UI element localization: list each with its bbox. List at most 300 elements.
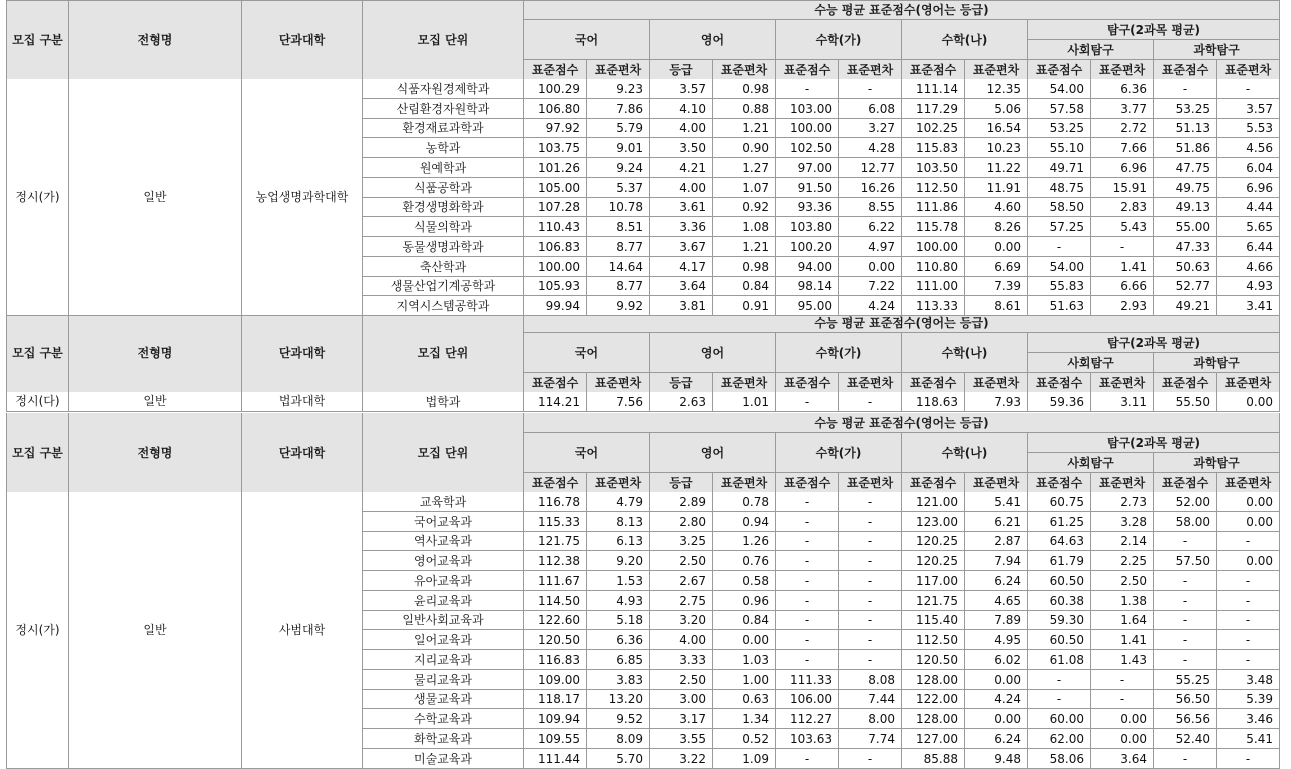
score-cell[interactable]: 6.24	[965, 729, 1028, 749]
score-cell[interactable]: -	[1217, 532, 1280, 551]
score-cell[interactable]: 0.96	[713, 591, 776, 611]
score-cell[interactable]: 2.14	[1091, 532, 1154, 551]
score-cell[interactable]: 116.78	[524, 492, 587, 512]
score-cell[interactable]: 3.57	[1217, 99, 1280, 119]
score-cell[interactable]: 3.25	[650, 532, 713, 551]
score-cell[interactable]: -	[1154, 611, 1217, 630]
score-cell[interactable]: 2.87	[965, 532, 1028, 551]
score-cell[interactable]: 120.50	[524, 630, 587, 650]
unit-cell[interactable]: 농학과	[363, 138, 524, 158]
score-cell[interactable]: 6.21	[965, 512, 1028, 532]
score-cell[interactable]: 0.00	[1217, 512, 1280, 532]
score-cell[interactable]: 100.00	[902, 237, 965, 257]
score-cell[interactable]: 115.78	[902, 217, 965, 237]
score-cell[interactable]: 0.00	[1091, 709, 1154, 729]
score-cell[interactable]: -	[1217, 591, 1280, 611]
score-cell[interactable]: 6.36	[1091, 79, 1154, 99]
score-cell[interactable]: 1.53	[587, 571, 650, 591]
score-cell[interactable]: 10.78	[587, 198, 650, 217]
score-cell[interactable]: 2.75	[650, 591, 713, 611]
score-cell[interactable]: 110.80	[902, 257, 965, 277]
score-cell[interactable]: 12.35	[965, 79, 1028, 99]
unit-cell[interactable]: 교육학과	[363, 492, 524, 512]
score-cell[interactable]: 64.63	[1028, 532, 1091, 551]
score-cell[interactable]: 8.61	[965, 296, 1028, 316]
score-cell[interactable]: 121.75	[524, 532, 587, 551]
score-cell[interactable]: 51.86	[1154, 138, 1217, 158]
score-cell[interactable]: 93.36	[776, 198, 839, 217]
score-cell[interactable]: 7.44	[839, 690, 902, 709]
score-cell[interactable]: 5.43	[1091, 217, 1154, 237]
score-cell[interactable]: 3.22	[650, 749, 713, 769]
score-cell[interactable]: 0.00	[1091, 729, 1154, 749]
score-cell[interactable]: 4.44	[1217, 198, 1280, 217]
score-cell[interactable]: 0.76	[713, 551, 776, 571]
score-cell[interactable]: 109.55	[524, 729, 587, 749]
score-cell[interactable]: -	[776, 492, 839, 512]
score-cell[interactable]: 123.00	[902, 512, 965, 532]
score-cell[interactable]: 122.00	[902, 690, 965, 709]
score-cell[interactable]: 3.50	[650, 138, 713, 158]
score-cell[interactable]: 112.50	[902, 178, 965, 198]
unit-cell[interactable]: 물리교육과	[363, 670, 524, 690]
score-cell[interactable]: 2.83	[1091, 198, 1154, 217]
score-cell[interactable]: 6.02	[965, 650, 1028, 670]
score-cell[interactable]: 115.40	[902, 611, 965, 630]
score-cell[interactable]: 16.26	[839, 178, 902, 198]
score-cell[interactable]: 112.27	[776, 709, 839, 729]
score-cell[interactable]: -	[776, 392, 839, 412]
score-cell[interactable]: -	[839, 630, 902, 650]
score-cell[interactable]: 2.67	[650, 571, 713, 591]
score-cell[interactable]: 120.50	[902, 650, 965, 670]
score-cell[interactable]: 1.00	[713, 670, 776, 690]
score-cell[interactable]: -	[776, 79, 839, 99]
score-cell[interactable]: 4.56	[1217, 138, 1280, 158]
unit-cell[interactable]: 산림환경자원학과	[363, 99, 524, 119]
score-cell[interactable]: 1.34	[713, 709, 776, 729]
score-cell[interactable]: 8.51	[587, 217, 650, 237]
score-cell[interactable]: 2.73	[1091, 492, 1154, 512]
score-cell[interactable]: 8.08	[839, 670, 902, 690]
score-cell[interactable]: 0.00	[965, 670, 1028, 690]
score-cell[interactable]: 117.29	[902, 99, 965, 119]
score-cell[interactable]: 109.94	[524, 709, 587, 729]
score-cell[interactable]: 5.53	[1217, 119, 1280, 138]
score-cell[interactable]: 3.46	[1217, 709, 1280, 729]
score-cell[interactable]: 8.09	[587, 729, 650, 749]
score-cell[interactable]: 103.75	[524, 138, 587, 158]
score-cell[interactable]: 49.21	[1154, 296, 1217, 316]
score-cell[interactable]: 1.08	[713, 217, 776, 237]
score-cell[interactable]: 3.33	[650, 650, 713, 670]
score-cell[interactable]: 55.83	[1028, 277, 1091, 296]
score-cell[interactable]: 6.69	[965, 257, 1028, 277]
unit-cell[interactable]: 환경생명화학과	[363, 198, 524, 217]
score-cell[interactable]: 6.66	[1091, 277, 1154, 296]
score-cell[interactable]: -	[839, 650, 902, 670]
unit-cell[interactable]: 생물산업기계공학과	[363, 277, 524, 296]
score-cell[interactable]: 3.48	[1217, 670, 1280, 690]
score-cell[interactable]: -	[839, 611, 902, 630]
unit-cell[interactable]: 축산학과	[363, 257, 524, 277]
score-cell[interactable]: 49.75	[1154, 178, 1217, 198]
score-cell[interactable]: 2.50	[650, 551, 713, 571]
score-cell[interactable]: 9.01	[587, 138, 650, 158]
score-cell[interactable]: 2.50	[1091, 571, 1154, 591]
score-cell[interactable]: 3.28	[1091, 512, 1154, 532]
score-cell[interactable]: 6.44	[1217, 237, 1280, 257]
score-cell[interactable]: 15.91	[1091, 178, 1154, 198]
score-cell[interactable]: 48.75	[1028, 178, 1091, 198]
score-cell[interactable]: -	[839, 512, 902, 532]
score-cell[interactable]: 2.80	[650, 512, 713, 532]
score-cell[interactable]: 53.25	[1028, 119, 1091, 138]
score-cell[interactable]: 56.56	[1154, 709, 1217, 729]
score-cell[interactable]: 6.85	[587, 650, 650, 670]
score-cell[interactable]: 0.90	[713, 138, 776, 158]
score-cell[interactable]: -	[1091, 670, 1154, 690]
score-cell[interactable]: 0.00	[1217, 492, 1280, 512]
score-cell[interactable]: 0.00	[839, 257, 902, 277]
score-cell[interactable]: 60.50	[1028, 571, 1091, 591]
score-cell[interactable]: -	[839, 571, 902, 591]
score-cell[interactable]: 11.22	[965, 158, 1028, 178]
score-cell[interactable]: 5.41	[965, 492, 1028, 512]
score-cell[interactable]: 61.25	[1028, 512, 1091, 532]
score-cell[interactable]: 111.86	[902, 198, 965, 217]
score-cell[interactable]: 106.80	[524, 99, 587, 119]
score-cell[interactable]: 62.00	[1028, 729, 1091, 749]
score-cell[interactable]: 61.08	[1028, 650, 1091, 670]
score-cell[interactable]: 128.00	[902, 670, 965, 690]
score-cell[interactable]: 112.50	[902, 630, 965, 650]
unit-cell[interactable]: 일반사회교육과	[363, 611, 524, 630]
score-cell[interactable]: 1.21	[713, 237, 776, 257]
score-cell[interactable]: 120.25	[902, 551, 965, 571]
score-cell[interactable]: 8.77	[587, 277, 650, 296]
score-cell[interactable]: 109.00	[524, 670, 587, 690]
score-cell[interactable]: 57.58	[1028, 99, 1091, 119]
score-cell[interactable]: 105.00	[524, 178, 587, 198]
score-cell[interactable]: 49.71	[1028, 158, 1091, 178]
unit-cell[interactable]: 지리교육과	[363, 650, 524, 670]
score-cell[interactable]: -	[1154, 591, 1217, 611]
score-cell[interactable]: 1.01	[713, 392, 776, 412]
score-cell[interactable]: 85.88	[902, 749, 965, 769]
score-cell[interactable]: 53.25	[1154, 99, 1217, 119]
score-cell[interactable]: 4.24	[965, 690, 1028, 709]
score-cell[interactable]: 57.25	[1028, 217, 1091, 237]
score-cell[interactable]: 60.75	[1028, 492, 1091, 512]
score-cell[interactable]: 3.64	[650, 277, 713, 296]
score-cell[interactable]: 99.94	[524, 296, 587, 316]
score-cell[interactable]: 52.40	[1154, 729, 1217, 749]
score-cell[interactable]: 121.75	[902, 591, 965, 611]
score-cell[interactable]: 7.56	[587, 392, 650, 412]
score-cell[interactable]: 6.96	[1217, 178, 1280, 198]
score-cell[interactable]: 0.00	[713, 630, 776, 650]
score-cell[interactable]: 1.27	[713, 158, 776, 178]
score-cell[interactable]: 111.14	[902, 79, 965, 99]
score-cell[interactable]: -	[776, 650, 839, 670]
score-cell[interactable]: 127.00	[902, 729, 965, 749]
score-cell[interactable]: 3.64	[1091, 749, 1154, 769]
score-cell[interactable]: -	[1154, 571, 1217, 591]
score-cell[interactable]: 4.60	[965, 198, 1028, 217]
score-cell[interactable]: 1.03	[713, 650, 776, 670]
score-cell[interactable]: 16.54	[965, 119, 1028, 138]
unit-cell[interactable]: 국어교육과	[363, 512, 524, 532]
score-cell[interactable]: -	[1028, 690, 1091, 709]
score-cell[interactable]: -	[839, 492, 902, 512]
score-cell[interactable]: 58.50	[1028, 198, 1091, 217]
score-cell[interactable]: 103.50	[902, 158, 965, 178]
score-cell[interactable]: 7.39	[965, 277, 1028, 296]
score-cell[interactable]: 110.43	[524, 217, 587, 237]
score-cell[interactable]: 111.67	[524, 571, 587, 591]
score-cell[interactable]: 0.63	[713, 690, 776, 709]
score-cell[interactable]: 103.00	[776, 99, 839, 119]
score-cell[interactable]: 4.00	[650, 119, 713, 138]
unit-cell[interactable]: 법학과	[363, 392, 524, 412]
score-cell[interactable]: 4.28	[839, 138, 902, 158]
score-cell[interactable]: 8.26	[965, 217, 1028, 237]
score-cell[interactable]: 6.04	[1217, 158, 1280, 178]
score-cell[interactable]: -	[1091, 690, 1154, 709]
score-cell[interactable]: 6.13	[587, 532, 650, 551]
score-cell[interactable]: 6.22	[839, 217, 902, 237]
score-cell[interactable]: 58.00	[1154, 512, 1217, 532]
unit-cell[interactable]: 식품공학과	[363, 178, 524, 198]
score-cell[interactable]: -	[1154, 630, 1217, 650]
score-cell[interactable]: 5.18	[587, 611, 650, 630]
score-cell[interactable]: 4.79	[587, 492, 650, 512]
unit-cell[interactable]: 지역시스템공학과	[363, 296, 524, 316]
score-cell[interactable]: 2.25	[1091, 551, 1154, 571]
score-cell[interactable]: 57.50	[1154, 551, 1217, 571]
score-cell[interactable]: 4.97	[839, 237, 902, 257]
score-cell[interactable]: 98.14	[776, 277, 839, 296]
score-cell[interactable]: 7.22	[839, 277, 902, 296]
score-cell[interactable]: -	[1154, 749, 1217, 769]
score-cell[interactable]: 7.66	[1091, 138, 1154, 158]
score-cell[interactable]: 1.26	[713, 532, 776, 551]
score-cell[interactable]: -	[1028, 237, 1091, 257]
score-cell[interactable]: 8.00	[839, 709, 902, 729]
score-cell[interactable]: 0.00	[965, 709, 1028, 729]
unit-cell[interactable]: 미술교육과	[363, 749, 524, 769]
score-cell[interactable]: 97.92	[524, 119, 587, 138]
score-cell[interactable]: 114.21	[524, 392, 587, 412]
score-cell[interactable]: 0.98	[713, 79, 776, 99]
score-cell[interactable]: 9.20	[587, 551, 650, 571]
score-cell[interactable]: 100.00	[776, 119, 839, 138]
score-cell[interactable]: 55.50	[1154, 392, 1217, 412]
score-cell[interactable]: -	[1154, 532, 1217, 551]
score-cell[interactable]: 128.00	[902, 709, 965, 729]
score-cell[interactable]: 5.65	[1217, 217, 1280, 237]
score-cell[interactable]: 9.52	[587, 709, 650, 729]
unit-cell[interactable]: 생물교육과	[363, 690, 524, 709]
score-cell[interactable]: 61.79	[1028, 551, 1091, 571]
score-cell[interactable]: -	[1217, 630, 1280, 650]
unit-cell[interactable]: 일어교육과	[363, 630, 524, 650]
score-cell[interactable]: 4.17	[650, 257, 713, 277]
score-cell[interactable]: -	[776, 749, 839, 769]
score-cell[interactable]: 1.21	[713, 119, 776, 138]
score-cell[interactable]: 3.67	[650, 237, 713, 257]
score-cell[interactable]: 120.25	[902, 532, 965, 551]
score-cell[interactable]: 4.95	[965, 630, 1028, 650]
score-cell[interactable]: 3.77	[1091, 99, 1154, 119]
score-cell[interactable]: -	[839, 79, 902, 99]
score-cell[interactable]: 6.36	[587, 630, 650, 650]
score-cell[interactable]: 7.93	[965, 392, 1028, 412]
score-cell[interactable]: -	[1028, 670, 1091, 690]
score-cell[interactable]: 54.00	[1028, 257, 1091, 277]
score-cell[interactable]: 2.63	[650, 392, 713, 412]
score-cell[interactable]: 59.30	[1028, 611, 1091, 630]
score-cell[interactable]: 3.36	[650, 217, 713, 237]
score-cell[interactable]: 0.58	[713, 571, 776, 591]
score-cell[interactable]: 13.20	[587, 690, 650, 709]
unit-cell[interactable]: 동물생명과학과	[363, 237, 524, 257]
score-cell[interactable]: 5.41	[1217, 729, 1280, 749]
score-cell[interactable]: 3.20	[650, 611, 713, 630]
score-cell[interactable]: 3.83	[587, 670, 650, 690]
score-cell[interactable]: 4.21	[650, 158, 713, 178]
score-cell[interactable]: 12.77	[839, 158, 902, 178]
score-cell[interactable]: 2.93	[1091, 296, 1154, 316]
score-cell[interactable]: 0.84	[713, 277, 776, 296]
unit-cell[interactable]: 역사교육과	[363, 532, 524, 551]
unit-cell[interactable]: 원예학과	[363, 158, 524, 178]
score-cell[interactable]: 103.80	[776, 217, 839, 237]
score-cell[interactable]: 106.83	[524, 237, 587, 257]
unit-cell[interactable]: 수학교육과	[363, 709, 524, 729]
score-cell[interactable]: 115.33	[524, 512, 587, 532]
score-cell[interactable]: 0.00	[1217, 392, 1280, 412]
score-cell[interactable]: 60.50	[1028, 630, 1091, 650]
score-cell[interactable]: 58.06	[1028, 749, 1091, 769]
score-cell[interactable]: 118.17	[524, 690, 587, 709]
score-cell[interactable]: 8.13	[587, 512, 650, 532]
score-cell[interactable]: 4.93	[1217, 277, 1280, 296]
score-cell[interactable]: 6.24	[965, 571, 1028, 591]
score-cell[interactable]: 7.89	[965, 611, 1028, 630]
score-cell[interactable]: 102.25	[902, 119, 965, 138]
score-cell[interactable]: 106.00	[776, 690, 839, 709]
unit-cell[interactable]: 영어교육과	[363, 551, 524, 571]
unit-cell[interactable]: 식물의학과	[363, 217, 524, 237]
score-cell[interactable]: -	[776, 512, 839, 532]
unit-cell[interactable]: 윤리교육과	[363, 591, 524, 611]
score-cell[interactable]: 3.00	[650, 690, 713, 709]
score-cell[interactable]: 0.52	[713, 729, 776, 749]
score-cell[interactable]: 4.93	[587, 591, 650, 611]
score-cell[interactable]: 3.17	[650, 709, 713, 729]
score-cell[interactable]: -	[776, 551, 839, 571]
unit-cell[interactable]: 식품자원경제학과	[363, 79, 524, 99]
score-cell[interactable]: 59.36	[1028, 392, 1091, 412]
score-cell[interactable]: 7.74	[839, 729, 902, 749]
score-cell[interactable]: 0.00	[1217, 551, 1280, 571]
score-cell[interactable]: 0.98	[713, 257, 776, 277]
score-cell[interactable]: 1.41	[1091, 257, 1154, 277]
score-cell[interactable]: 117.00	[902, 571, 965, 591]
score-cell[interactable]: 0.84	[713, 611, 776, 630]
score-cell[interactable]: -	[1217, 650, 1280, 670]
score-cell[interactable]: 8.77	[587, 237, 650, 257]
score-cell[interactable]: 52.00	[1154, 492, 1217, 512]
score-cell[interactable]: 3.81	[650, 296, 713, 316]
score-cell[interactable]: 4.00	[650, 630, 713, 650]
score-cell[interactable]: 52.77	[1154, 277, 1217, 296]
unit-cell[interactable]: 화학교육과	[363, 729, 524, 749]
score-cell[interactable]: 5.39	[1217, 690, 1280, 709]
score-cell[interactable]: 0.78	[713, 492, 776, 512]
score-cell[interactable]: 2.50	[650, 670, 713, 690]
score-cell[interactable]: -	[1217, 571, 1280, 591]
score-cell[interactable]: 1.07	[713, 178, 776, 198]
score-cell[interactable]: 5.79	[587, 119, 650, 138]
score-cell[interactable]: -	[776, 611, 839, 630]
score-cell[interactable]: 56.50	[1154, 690, 1217, 709]
score-cell[interactable]: -	[839, 749, 902, 769]
score-cell[interactable]: -	[839, 591, 902, 611]
score-cell[interactable]: 3.57	[650, 79, 713, 99]
score-cell[interactable]: -	[776, 591, 839, 611]
score-cell[interactable]: 107.28	[524, 198, 587, 217]
score-cell[interactable]: 51.63	[1028, 296, 1091, 316]
score-cell[interactable]: 55.00	[1154, 217, 1217, 237]
score-cell[interactable]: 121.00	[902, 492, 965, 512]
score-cell[interactable]: 47.75	[1154, 158, 1217, 178]
score-cell[interactable]: 3.41	[1217, 296, 1280, 316]
score-cell[interactable]: 10.23	[965, 138, 1028, 158]
score-cell[interactable]: -	[1217, 749, 1280, 769]
score-cell[interactable]: -	[1154, 79, 1217, 99]
score-cell[interactable]: 97.00	[776, 158, 839, 178]
score-cell[interactable]: 115.83	[902, 138, 965, 158]
score-cell[interactable]: 3.27	[839, 119, 902, 138]
score-cell[interactable]: 54.00	[1028, 79, 1091, 99]
score-cell[interactable]: 55.10	[1028, 138, 1091, 158]
score-cell[interactable]: 101.26	[524, 158, 587, 178]
score-cell[interactable]: 102.50	[776, 138, 839, 158]
score-cell[interactable]: 6.96	[1091, 158, 1154, 178]
score-cell[interactable]: -	[1091, 237, 1154, 257]
score-cell[interactable]: 94.00	[776, 257, 839, 277]
score-cell[interactable]: 91.50	[776, 178, 839, 198]
score-cell[interactable]: 4.10	[650, 99, 713, 119]
score-cell[interactable]: 60.00	[1028, 709, 1091, 729]
score-cell[interactable]: 0.00	[965, 237, 1028, 257]
score-cell[interactable]: 4.24	[839, 296, 902, 316]
score-cell[interactable]: 51.13	[1154, 119, 1217, 138]
unit-cell[interactable]: 환경재료과학과	[363, 119, 524, 138]
score-cell[interactable]: 4.65	[965, 591, 1028, 611]
score-cell[interactable]: -	[776, 532, 839, 551]
score-cell[interactable]: -	[1217, 611, 1280, 630]
score-cell[interactable]: 49.13	[1154, 198, 1217, 217]
score-cell[interactable]: 1.64	[1091, 611, 1154, 630]
score-cell[interactable]: 60.38	[1028, 591, 1091, 611]
score-cell[interactable]: -	[1154, 650, 1217, 670]
score-cell[interactable]: 3.61	[650, 198, 713, 217]
score-cell[interactable]: 47.33	[1154, 237, 1217, 257]
